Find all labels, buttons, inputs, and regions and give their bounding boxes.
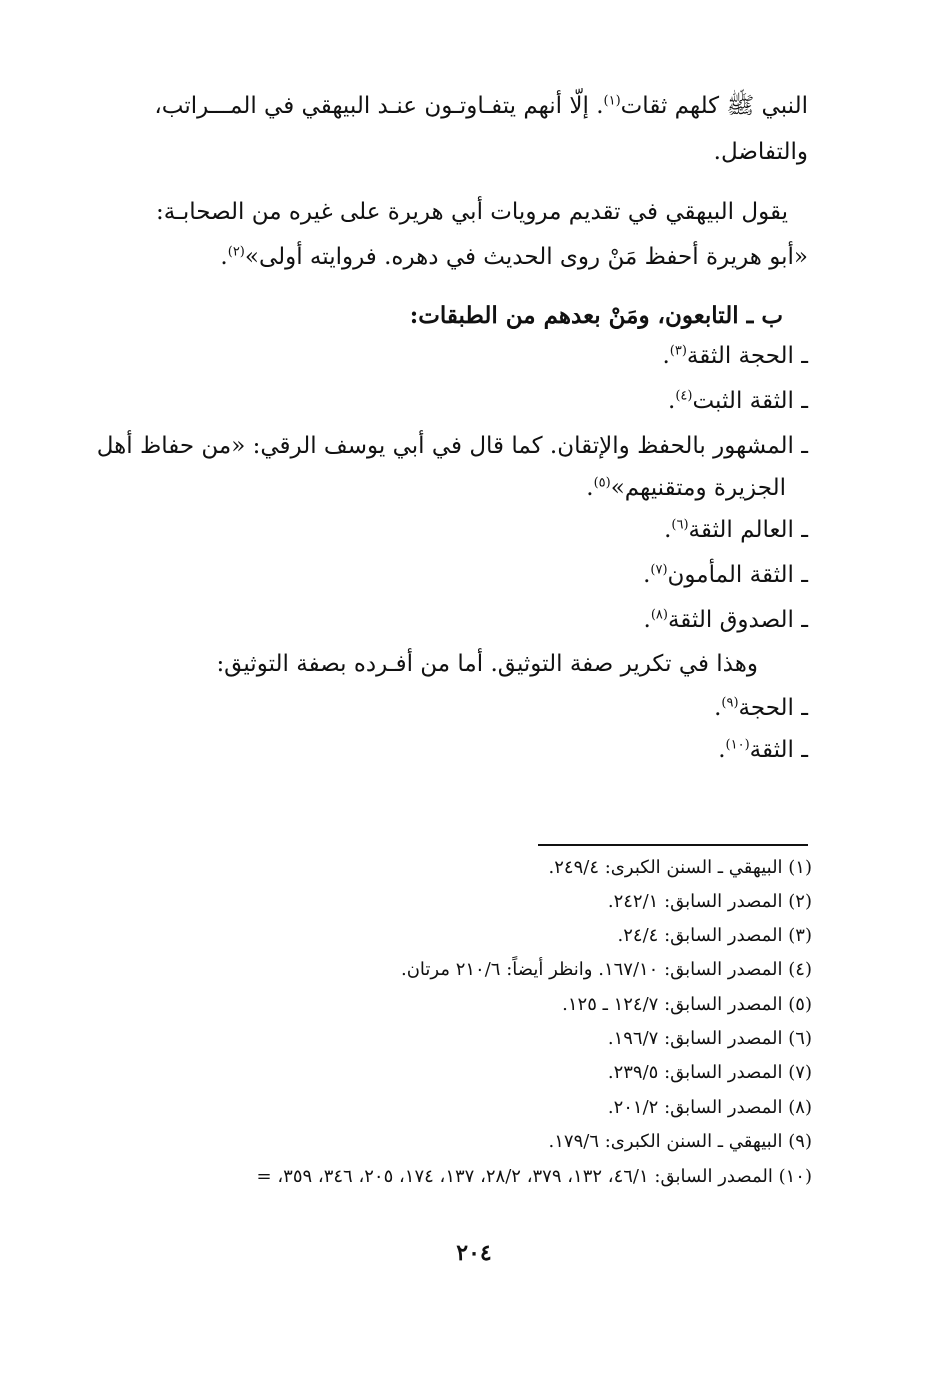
- paragraph-1-line-2: والتفاضل.: [713, 139, 808, 165]
- list-item-hujja-thiqa: [662, 336, 808, 376]
- footnote-9: (٩) البيهقي ـ السنن الكبرى: ١٧٩/٦.: [548, 1131, 812, 1152]
- list-item-end: .: [643, 562, 651, 588]
- list-item-hujja: [714, 688, 808, 728]
- list-item-end: .: [668, 388, 676, 414]
- footnote-ref-3[interactable]: (٣): [669, 343, 687, 359]
- footnote-8: (٨) المصدر السابق: ٢٠١/٢.: [607, 1097, 812, 1118]
- footnote-ref-1[interactable]: (١): [603, 93, 621, 109]
- footnote-3: (٣) المصدر السابق: ٢٤/٤.: [617, 925, 812, 946]
- footnote-ref-7[interactable]: (٧): [650, 562, 668, 578]
- paragraph-1-line-1: [154, 86, 808, 126]
- list-item-alim-thiqa: [664, 510, 808, 550]
- list-item-mashhur-line-1: ـ المشهور بالحفظ والإتقان. كما قال في أبي يوسف الرقي: «من حفاظ أهل: [96, 433, 808, 459]
- page-number: ٢٠٤: [456, 1240, 492, 1266]
- list-item-end: .: [662, 343, 670, 369]
- list-item-text: ـ الثقة المأمون: [667, 562, 808, 588]
- list-item-end: .: [586, 475, 594, 501]
- section-heading: ب ـ التابعون، ومَنْ بعدهم من الطبقات:: [409, 302, 783, 329]
- list-item-text: ـ الثقة الثبت: [692, 388, 808, 414]
- footnote-10: (١٠) المصدر السابق: ٤٦/١، ١٣٢، ٣٧٩، ٢٨/٢، ١٣٧، ١٧٤، ٢٠٥، ٣٤٦، ٣٥٩، =: [256, 1166, 812, 1187]
- footnote-2: (٢) المصدر السابق: ٢٤٢/١.: [607, 891, 812, 912]
- footnote-ref-2[interactable]: (٢): [227, 244, 245, 260]
- list-item-text: ـ الصدوق الثقة: [667, 607, 808, 633]
- footnote-7: (٧) المصدر السابق: ٢٣٩/٥.: [607, 1062, 812, 1083]
- paragraph-2-end: .: [220, 244, 228, 270]
- footnote-ref-9[interactable]: (٩): [721, 695, 739, 711]
- list-item-mashhur-line-2: [586, 468, 786, 508]
- paragraph-1-text-a: النبي ﷺ كلهم ثقات: [620, 93, 808, 119]
- list-item-saduq-thiqa: [644, 600, 809, 640]
- footnote-ref-6[interactable]: (٦): [671, 517, 689, 533]
- list-item-thiqa-thabt: [668, 381, 808, 421]
- footnote-ref-8[interactable]: (٨): [650, 607, 668, 623]
- footnote-6: (٦) المصدر السابق: ١٩٦/٧.: [607, 1028, 812, 1049]
- list-item-end: .: [664, 517, 672, 543]
- paragraph-1-text-b: . إلّا أنهم يتفـاوتـون عنـد البيهقي في المـــراتب،: [154, 93, 604, 119]
- footnote-ref-5[interactable]: (٥): [593, 475, 611, 491]
- paragraph-2-line-2: [220, 237, 808, 277]
- footnote-4: (٤) المصدر السابق: ١٦٧/١٠. وانظر أيضاً: ٢١٠/٦ مرتان.: [400, 959, 812, 980]
- list-item-text: ـ الثقة: [749, 737, 808, 763]
- paragraph-2-line-1: يقول البيهقي في تقديم مرويات أبي هريرة على غيره من الصحابـة:: [156, 199, 788, 225]
- list-item-end: .: [643, 607, 651, 633]
- footnote-5: (٥) المصدر السابق: ١٢٤/٧ ـ ١٢٥.: [562, 994, 812, 1015]
- list-item-thiqa-mamun: [643, 555, 808, 595]
- list-item-text: ـ الحجة: [738, 695, 808, 721]
- footnote-1: (١) البيهقي ـ السنن الكبرى: ٢٤٩/٤.: [548, 857, 812, 878]
- list-item-thiqa: [718, 730, 808, 770]
- list-item-text: الجزيرة ومتقنيهم»: [610, 475, 786, 501]
- footnote-ref-4[interactable]: (٤): [675, 388, 693, 404]
- footnote-ref-10[interactable]: (١٠): [725, 737, 750, 753]
- paragraph-2-text: «أبو هريرة أحفظ مَنْ روى الحديث في دهره. فروايته أولى»: [244, 244, 808, 270]
- list-item-text: ـ الحجة الثقة: [686, 343, 808, 369]
- list-item-end: .: [714, 695, 722, 721]
- footnote-separator: [538, 844, 808, 846]
- transition-sentence: وهذا في تكرير صفة التوثيق. أما من أفـرده بصفة التوثيق:: [216, 651, 758, 677]
- list-item-end: .: [718, 737, 726, 763]
- list-item-text: ـ العالم الثقة: [688, 517, 808, 543]
